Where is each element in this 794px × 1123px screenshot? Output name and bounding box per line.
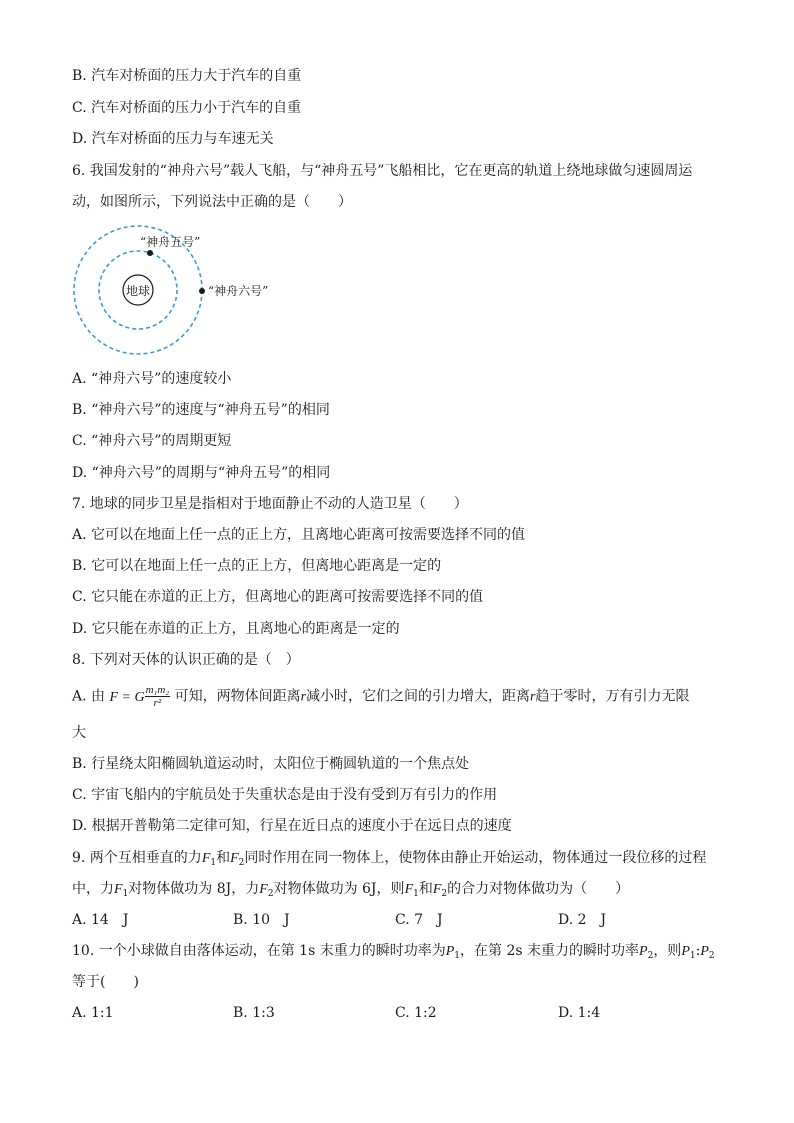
q9-text: 同时作用在同一物体上，使物体由静止开始运动，物体通过一段位移的过程 — [244, 850, 707, 866]
q8-option-a-text1: 可知，两物体间距离 — [174, 688, 301, 705]
q10-options — [72, 1004, 732, 1022]
q10-option-a: A. 1:1 — [72, 1005, 114, 1021]
var-p: P — [445, 944, 455, 959]
q10-stem-line1 — [72, 942, 715, 965]
q8-option-c: C. 宇宙飞船内的宇航员处于失重状态是由于没有受到万有引力的作用 — [72, 787, 498, 803]
q9-text: 和 — [418, 881, 433, 897]
subscript: 2 — [647, 951, 654, 961]
var-r: r — [530, 689, 536, 705]
q9-option-d: D. 2 J — [558, 912, 607, 928]
q8-option-a-prefix: A. 由 — [72, 688, 106, 705]
shenzhou6-label: “神舟六号” — [208, 284, 269, 298]
q9-options — [72, 911, 732, 929]
ratio-colon: : — [695, 943, 701, 959]
shenzhou5-label: “神舟五号” — [140, 235, 201, 249]
subscript: 2 — [267, 889, 274, 899]
q9-text: 对物体做功为 6J，则 — [273, 881, 405, 897]
q9-text: 9. 两个互相垂直的力 — [72, 850, 202, 866]
q9-stem-line1 — [72, 849, 706, 872]
var-f: F — [114, 882, 123, 897]
var-p: P — [681, 944, 690, 959]
subscript: 1 — [689, 951, 696, 961]
var-f: F — [201, 851, 211, 866]
q9-text: 的合力对物体做功为（ ） — [447, 881, 630, 897]
subscript: 1 — [122, 889, 129, 899]
var-f: F — [404, 882, 414, 897]
subscript: 1 — [210, 858, 217, 868]
q6-option-d: D. “神舟六号”的周期与“神舟五号”的相同 — [72, 465, 331, 481]
earth-label: 地球 — [125, 284, 151, 298]
q8-stem: 8. 下列对天体的认识正确的是（ ） — [72, 652, 300, 668]
q8-option-a — [72, 684, 689, 709]
q10-text: ，则 — [653, 943, 682, 959]
subscript: 1 — [454, 951, 461, 961]
q10-text: ，在第 2s 末重力的瞬时功率 — [460, 943, 640, 959]
q7-option-b: B. 它可以在地面上任一点的正上方，但离地心距离是一定的 — [72, 558, 442, 574]
var-f: F — [230, 851, 239, 866]
q9-option-c: C. 7 J — [395, 912, 443, 928]
q9-option-b: B. 10 J — [233, 912, 290, 928]
q10-option-c: C. 1:2 — [395, 1005, 437, 1021]
q7-option-c: C. 它只能在赤道的正上方，但离地心的距离可按需要选择不同的值 — [72, 589, 484, 605]
q8-option-a-text3: 趋于零时，万有引力无限 — [535, 688, 690, 705]
formula-fraction — [145, 684, 171, 709]
q8-option-d: D. 根据开普勒第二定律可知，行星在近日点的速度小于在远日点的速度 — [72, 818, 512, 834]
q9-text: 对物体做功为 8J，力 — [128, 881, 260, 897]
subscript: 2 — [238, 858, 245, 868]
shenzhou6-dot — [199, 288, 205, 294]
q8-option-a-line2: 大 — [72, 725, 86, 741]
q9-text: 和 — [216, 850, 231, 866]
q6-option-c: C. “神舟六号”的周期更短 — [72, 433, 232, 449]
var-p: P — [639, 944, 648, 959]
q10-option-d: D. 1:4 — [558, 1005, 601, 1021]
shenzhou5-dot — [147, 250, 153, 256]
q6-option-a: A. “神舟六号”的速度较小 — [72, 371, 232, 387]
q6-option-b: B. “神舟六号”的速度与“神舟五号”的相同 — [72, 402, 330, 418]
subscript: 1 — [413, 889, 419, 899]
q9-text: 中，力 — [72, 881, 114, 897]
q8-option-b: B. 行星绕太阳椭圆轨道运动时，太阳位于椭圆轨道的一个焦点处 — [72, 756, 470, 772]
q10-stem-line2: 等于( ) — [72, 974, 139, 990]
subscript: 2 — [441, 889, 448, 899]
gravitation-formula — [109, 684, 174, 709]
formula-lhs: F = G — [109, 689, 145, 705]
q5-option-d: D. 汽车对桥面的压力与车速无关 — [72, 131, 274, 147]
formula-denominator: r² — [153, 697, 162, 709]
q6-stem-line2: 动，如图所示，下列说法中正确的是（ ） — [72, 194, 352, 210]
q10-option-b: B. 1:3 — [233, 1005, 275, 1021]
orbit-figure — [70, 220, 300, 370]
q8-option-a-text2: 减小时，它们之间的引力增大，距离 — [306, 688, 531, 705]
var-p: P — [700, 944, 709, 959]
q9-option-a: A. 14 J — [72, 912, 129, 928]
q7-stem: 7. 地球的同步卫星是指相对于地面静止不动的人造卫星（ ） — [72, 496, 468, 512]
q7-option-d: D. 它只能在赤道的正上方，且离地心的距离是一定的 — [72, 621, 400, 637]
var-f: F — [432, 882, 442, 897]
var-r: r — [300, 689, 307, 705]
var-f: F — [259, 882, 268, 897]
q6-stem-line1: 6. 我国发射的“神舟六号”载人飞船，与“神舟五号”飞船相比，它在更高的轨道上绕地球做匀速圆周运 — [72, 163, 693, 179]
subscript: 2 — [708, 951, 715, 961]
q10-text: 10. 一个小球做自由落体运动，在第 1s 末重力的瞬时功率为 — [72, 943, 446, 959]
q5-option-b: B. 汽车对桥面的压力大于汽车的自重 — [72, 68, 302, 84]
q5-option-c: C. 汽车对桥面的压力小于汽车的自重 — [72, 100, 302, 116]
formula-numerator: m₁m₂ — [145, 684, 170, 696]
q7-option-a: A. 它可以在地面上任一点的正上方，且离地心距离可按需要选择不同的值 — [72, 527, 526, 543]
q9-stem-line2 — [72, 880, 629, 903]
